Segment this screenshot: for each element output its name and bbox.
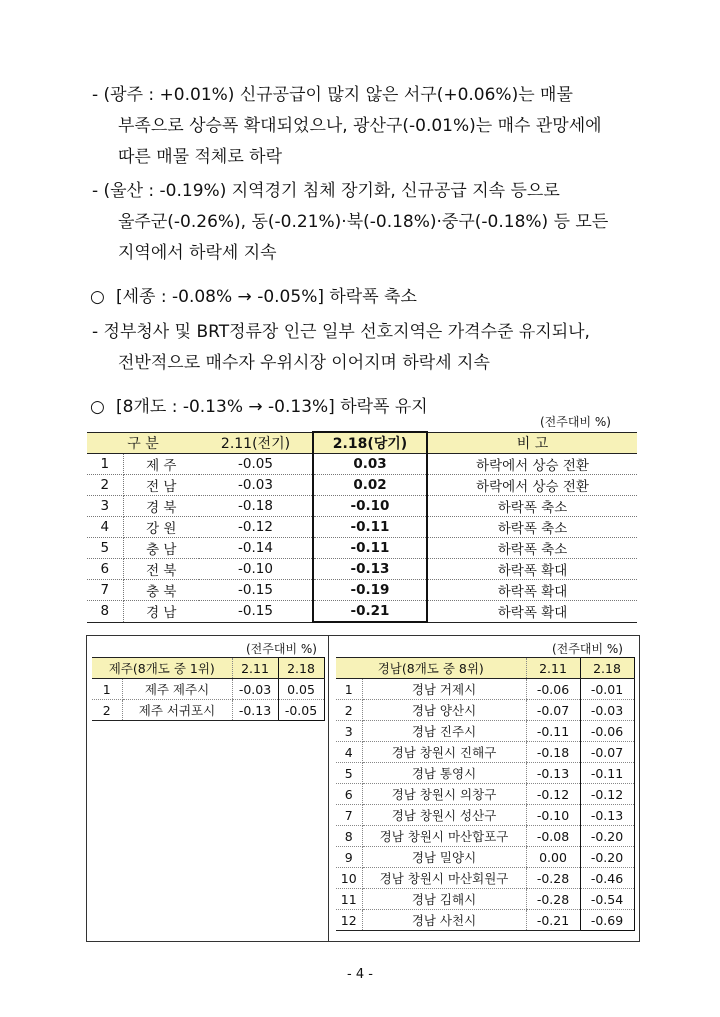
table-row <box>336 742 634 763</box>
table-header-row <box>87 432 637 454</box>
jeju-header-prev: 2.11 <box>232 658 278 679</box>
remark: 하락폭 축소 <box>427 538 637 559</box>
table-row <box>336 826 634 847</box>
table-row <box>87 559 637 580</box>
sejong-paragraph <box>92 317 652 379</box>
district-name: 경남 김해시 <box>362 889 526 910</box>
current-week-value: 0.02 <box>313 475 427 496</box>
row-number: 7 <box>336 805 362 826</box>
header-note: 비 고 <box>427 432 637 454</box>
row-number: 3 <box>87 496 123 517</box>
row-number: 1 <box>92 679 122 700</box>
current-week-value: 0.05 <box>278 679 324 700</box>
header-cur: 2.18(당기) <box>313 432 427 454</box>
current-week-value: -0.46 <box>580 868 634 889</box>
district-name: 경남 창원시 진해구 <box>362 742 526 763</box>
current-week-value: -0.20 <box>580 847 634 868</box>
gyeongnam-header-title: 경남(8개도 중 8위) <box>336 658 526 679</box>
district-name: 경남 양산시 <box>362 700 526 721</box>
table-row <box>87 517 637 538</box>
prev-week-value: -0.13 <box>526 763 580 784</box>
current-week-value: 0.03 <box>313 454 427 475</box>
table-row <box>336 721 634 742</box>
paragraph-line: - (광주 : +0.01%) 신규공급이 많지 않은 서구(+0.06%)는 매물 <box>92 85 573 105</box>
table-row <box>87 496 637 517</box>
paragraph-line: 부족으로 상승폭 확대되었으나, 광산구(-0.01%)는 매수 관망세에 <box>118 116 602 136</box>
remark: 하락폭 축소 <box>427 517 637 538</box>
district-name: 경남 창원시 마산합포구 <box>362 826 526 847</box>
gyeongnam-table-unit: (전주대비 %) <box>552 642 623 656</box>
table-row <box>87 538 637 559</box>
table-row <box>336 868 634 889</box>
prev-week-value: -0.08 <box>526 826 580 847</box>
remark: 하락폭 확대 <box>427 601 637 623</box>
district-name: 경남 창원시 의창구 <box>362 784 526 805</box>
current-week-value: -0.69 <box>580 910 634 931</box>
row-number: 7 <box>87 580 123 601</box>
district-name: 경남 밀양시 <box>362 847 526 868</box>
prev-week-value: -0.03 <box>232 679 278 700</box>
table-row <box>92 700 324 721</box>
prev-week-value: -0.18 <box>199 496 313 517</box>
current-week-value: -0.19 <box>313 580 427 601</box>
provinces-table <box>87 431 637 623</box>
paragraph-line: 울주군(-0.26%), 동(-0.21%)·북(-0.18%)·중구(-0.18%) 등 모든 <box>118 212 609 232</box>
main-table-unit: (전주대비 %) <box>540 415 611 429</box>
row-number: 2 <box>87 475 123 496</box>
current-week-value: -0.05 <box>278 700 324 721</box>
row-number: 8 <box>336 826 362 847</box>
paragraph-line: 따른 매물 적체로 하락 <box>118 147 283 167</box>
prev-week-value: -0.10 <box>526 805 580 826</box>
row-number: 4 <box>87 517 123 538</box>
paragraph-line: - (울산 : -0.19%) 지역경기 침체 장기화, 신규공급 지속 등으로 <box>92 181 560 201</box>
remark: 하락폭 확대 <box>427 580 637 601</box>
current-week-value: -0.07 <box>580 742 634 763</box>
prev-week-value: -0.14 <box>199 538 313 559</box>
row-number: 4 <box>336 742 362 763</box>
current-week-value: -0.11 <box>313 538 427 559</box>
row-number: 5 <box>87 538 123 559</box>
table-row <box>336 805 634 826</box>
region-name: 전 북 <box>123 559 199 580</box>
prev-week-value: -0.11 <box>526 721 580 742</box>
district-name: 경남 통영시 <box>362 763 526 784</box>
district-name: 제주 서귀포시 <box>122 700 232 721</box>
current-week-value: -0.13 <box>580 805 634 826</box>
jeju-table-unit: (전주대비 %) <box>246 642 317 656</box>
page-number: - 4 - <box>347 967 373 982</box>
prev-week-value: -0.12 <box>526 784 580 805</box>
table-row <box>336 847 634 868</box>
header-category: 구 분 <box>87 432 199 454</box>
region-name: 경 북 <box>123 496 199 517</box>
current-week-value: -0.11 <box>313 517 427 538</box>
current-week-value: -0.03 <box>580 700 634 721</box>
prev-week-value: -0.21 <box>526 910 580 931</box>
current-week-value: -0.10 <box>313 496 427 517</box>
gyeongnam-header-cur: 2.18 <box>580 658 634 679</box>
current-week-value: -0.54 <box>580 889 634 910</box>
gwangju-paragraph <box>92 80 652 173</box>
district-name: 경남 창원시 성산구 <box>362 805 526 826</box>
region-name: 강 원 <box>123 517 199 538</box>
row-number: 11 <box>336 889 362 910</box>
table-row <box>87 454 637 475</box>
prev-week-value: -0.03 <box>199 475 313 496</box>
table-row <box>336 679 634 700</box>
gyeongnam-header-prev: 2.11 <box>526 658 580 679</box>
sejong-heading <box>90 285 417 309</box>
prev-week-value: -0.15 <box>199 580 313 601</box>
table-row <box>92 679 324 700</box>
remark: 하락폭 확대 <box>427 559 637 580</box>
current-week-value: -0.12 <box>580 784 634 805</box>
district-name: 경남 창원시 마산회원구 <box>362 868 526 889</box>
row-number: 8 <box>87 601 123 623</box>
table-header-row <box>92 658 324 679</box>
table-row <box>336 784 634 805</box>
current-week-value: -0.13 <box>313 559 427 580</box>
circle-bullet-icon: ○ <box>90 397 105 417</box>
row-number: 6 <box>336 784 362 805</box>
eight-provinces-heading-text: [8개도 : -0.13% → -0.13%] 하락폭 유지 <box>116 397 428 417</box>
table-header-row <box>336 658 634 679</box>
prev-week-value: -0.05 <box>199 454 313 475</box>
jeju-header-title: 제주(8개도 중 1위) <box>92 658 232 679</box>
paragraph-line: 지역에서 하락세 지속 <box>118 243 277 263</box>
region-name: 충 남 <box>123 538 199 559</box>
paragraph-line: 전반적으로 매수자 우위시장 이어지며 하락세 지속 <box>118 353 490 373</box>
jeju-table <box>92 657 325 721</box>
frame-divider <box>328 635 329 941</box>
prev-week-value: 0.00 <box>526 847 580 868</box>
region-name: 경 남 <box>123 601 199 623</box>
district-name: 경남 사천시 <box>362 910 526 931</box>
current-week-value: -0.01 <box>580 679 634 700</box>
prev-week-value: -0.10 <box>199 559 313 580</box>
prev-week-value: -0.12 <box>199 517 313 538</box>
row-number: 12 <box>336 910 362 931</box>
prev-week-value: -0.28 <box>526 868 580 889</box>
table-row <box>87 601 637 623</box>
row-number: 1 <box>87 454 123 475</box>
district-name: 제주 제주시 <box>122 679 232 700</box>
prev-week-value: -0.28 <box>526 889 580 910</box>
row-number: 2 <box>92 700 122 721</box>
jeju-header-cur: 2.18 <box>278 658 324 679</box>
district-name: 경남 거제시 <box>362 679 526 700</box>
row-number: 2 <box>336 700 362 721</box>
row-number: 6 <box>87 559 123 580</box>
prev-week-value: -0.07 <box>526 700 580 721</box>
table-row <box>336 763 634 784</box>
prev-week-value: -0.15 <box>199 601 313 623</box>
prev-week-value: -0.18 <box>526 742 580 763</box>
region-name: 전 남 <box>123 475 199 496</box>
gyeongnam-table <box>336 657 635 931</box>
region-name: 충 북 <box>123 580 199 601</box>
sejong-heading-text: [세종 : -0.08% → -0.05%] 하락폭 축소 <box>116 287 417 307</box>
row-number: 3 <box>336 721 362 742</box>
row-number: 5 <box>336 763 362 784</box>
table-row <box>87 475 637 496</box>
prev-week-value: -0.13 <box>232 700 278 721</box>
paragraph-line: - 정부청사 및 BRT정류장 인근 일부 선호지역은 가격수준 유지되나, <box>92 322 590 342</box>
current-week-value: -0.11 <box>580 763 634 784</box>
circle-bullet-icon: ○ <box>90 287 105 307</box>
region-name: 제 주 <box>123 454 199 475</box>
current-week-value: -0.06 <box>580 721 634 742</box>
district-name: 경남 진주시 <box>362 721 526 742</box>
current-week-value: -0.21 <box>313 601 427 623</box>
table-row <box>336 910 634 931</box>
remark: 하락에서 상승 전환 <box>427 454 637 475</box>
row-number: 9 <box>336 847 362 868</box>
current-week-value: -0.20 <box>580 826 634 847</box>
table-row <box>336 700 634 721</box>
eight-provinces-heading <box>90 395 428 419</box>
row-number: 10 <box>336 868 362 889</box>
prev-week-value: -0.06 <box>526 679 580 700</box>
ulsan-paragraph <box>92 176 652 269</box>
table-row <box>87 580 637 601</box>
remark: 하락폭 축소 <box>427 496 637 517</box>
remark: 하락에서 상승 전환 <box>427 475 637 496</box>
row-number: 1 <box>336 679 362 700</box>
table-row <box>336 889 634 910</box>
header-prev: 2.11(전기) <box>199 432 313 454</box>
